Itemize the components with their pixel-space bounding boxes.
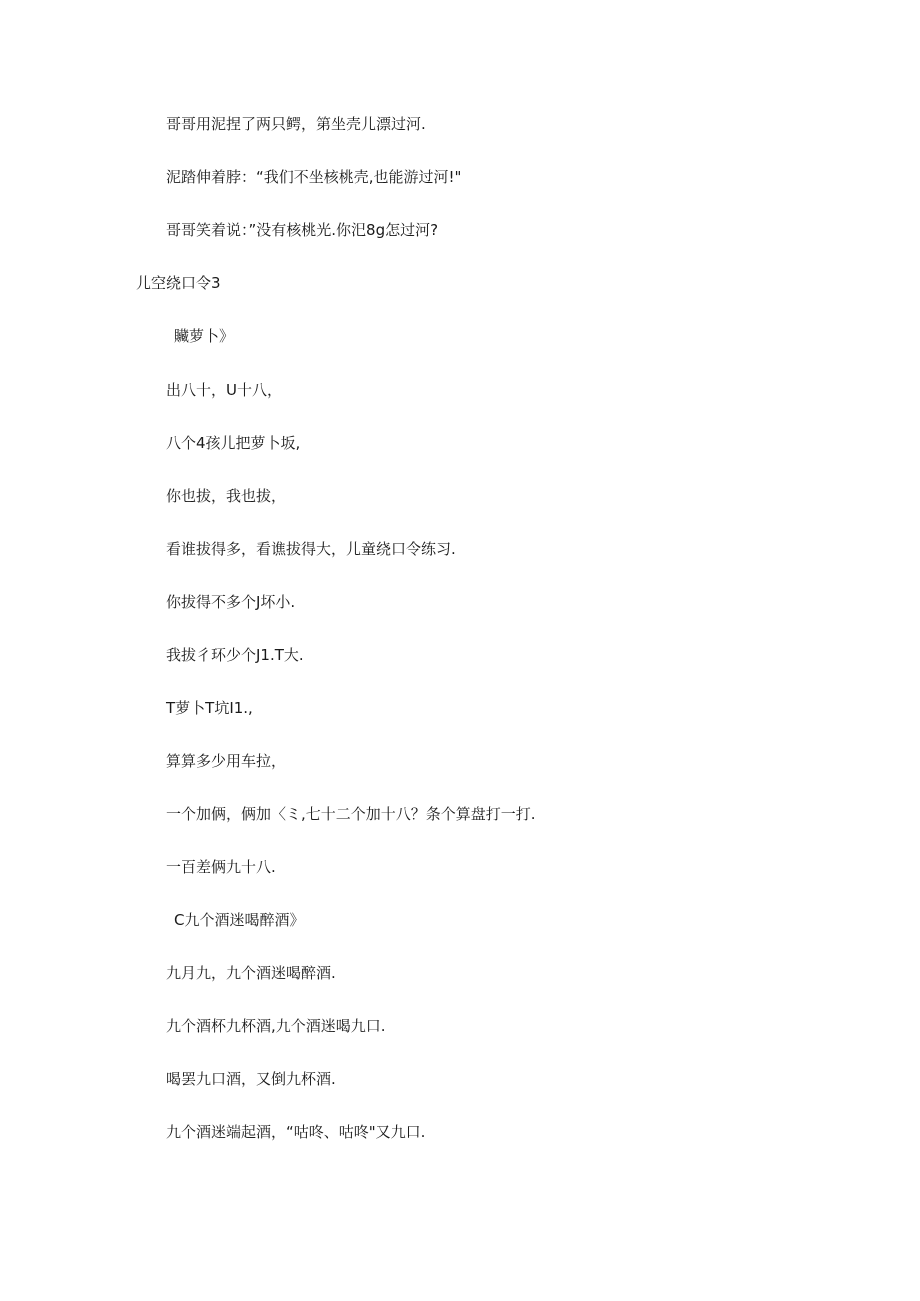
text-line: T萝卜T坑I1.,	[166, 699, 253, 717]
text-line: 喝罢九口酒，又倒九杯酒.	[166, 1070, 336, 1088]
text-line: 八个4孩儿把萝卜坂,	[166, 434, 301, 452]
text-line: 你也拔，我也拔，	[166, 487, 287, 505]
text-line: 九个酒杯九杯酒,九个酒迷喝九口.	[166, 1017, 386, 1035]
text-line: 九个酒迷端起酒，“咕咚、咕咚"又九口.	[166, 1123, 426, 1141]
text-line: 我拔彳环少个J1.T大.	[166, 646, 304, 664]
poem-title: 贜萝卜》	[174, 327, 235, 345]
text-line: 九月九，九个酒迷喝醉酒.	[166, 964, 336, 982]
text-line: 哥哥笑着说：”没有核桃光.你汜8g怎过河?	[166, 221, 439, 239]
text-line: 看谁拔得多，看谯拔得大，儿童绕口令练习.	[166, 540, 456, 558]
text-line: 你拔得不多个J坏小.	[166, 593, 296, 611]
poem-title: C九个酒迷喝醉酒》	[174, 911, 305, 929]
section-heading: 儿空绕口令3	[136, 274, 221, 292]
text-line: 一百差俩九十八.	[166, 858, 276, 876]
text-line: 算算多少用车拉，	[166, 752, 287, 770]
text-line: 一个加俩，俩加〈ミ,七十二个加十八？条个算盘打一打.	[166, 805, 536, 823]
text-line: 出八十，U十八，	[166, 381, 282, 399]
text-line: 哥哥用泥捏了两只鳄，第坐壳儿漂过河.	[166, 115, 426, 133]
text-line: 泥踏伸着脖：“我们不坐核桃壳,也能游过河!"	[166, 168, 462, 186]
